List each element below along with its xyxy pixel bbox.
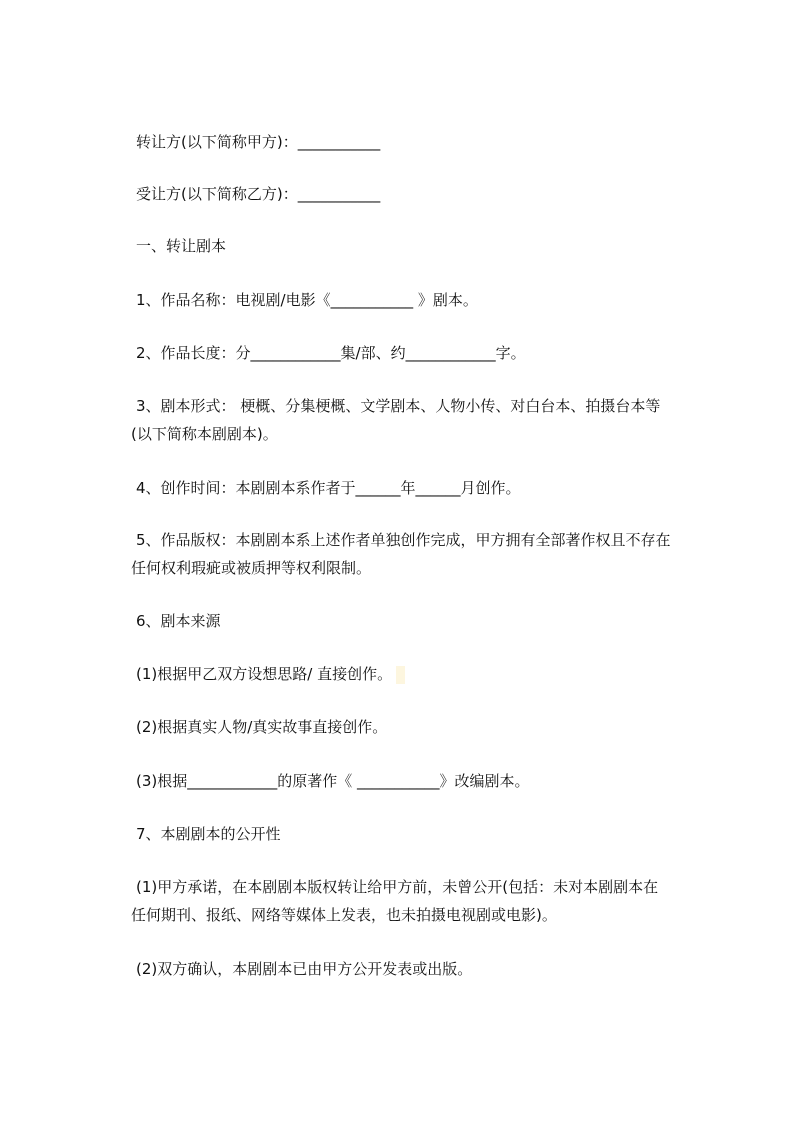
work-title-line: 1、作品名称：电视剧/电影《___________ 》剧本。 xyxy=(136,291,478,309)
source-item-3: (3)根据____________的原著作《 ___________》改编剧本。 xyxy=(136,772,530,790)
copyright-line-cont: 任何权利瑕疵或被质押等权利限制。 xyxy=(131,559,372,577)
section-heading-6: 6、剧本来源 xyxy=(136,612,221,630)
script-form-line: 3、剧本形式： 梗概、分集梗概、文学剧本、人物小传、对白台本、拍摄台本等 xyxy=(136,397,661,415)
script-form-line-cont: (以下简称本剧剧本)。 xyxy=(131,425,278,443)
transferor-line: 转让方(以下简称甲方)：___________ xyxy=(136,133,381,151)
transferee-line: 受让方(以下简称乙方)：___________ xyxy=(136,185,381,203)
source-item-2: (2)根据真实人物/真实故事直接创作。 xyxy=(136,718,388,736)
section-heading-1: 一、转让剧本 xyxy=(136,237,227,255)
publicity-item-1-cont: 任何期刊、报纸、网络等媒体上发表，也未拍摄电视剧或电影)。 xyxy=(131,906,557,924)
copyright-line: 5、作品版权：本剧剧本系上述作者单独创作完成，甲方拥有全部著作权且不存在 xyxy=(136,531,671,549)
publicity-item-1: (1)甲方承诺，在本剧剧本版权转让给甲方前，未曾公开(包括：未对本剧剧本在 xyxy=(136,878,659,896)
highlight-mark xyxy=(396,666,405,684)
work-length-line: 2、作品长度：分____________集/部、约____________字。 xyxy=(136,344,526,362)
publicity-item-2: (2)双方确认，本剧剧本已由甲方公开发表或出版。 xyxy=(136,960,473,978)
source-item-1 xyxy=(136,664,405,684)
section-heading-7: 7、本剧剧本的公开性 xyxy=(136,825,281,843)
source-item-1-text: (1)根据甲乙双方设想思路/ 直接创作。 xyxy=(136,665,393,683)
creation-time-line: 4、创作时间：本剧剧本系作者于______年______月创作。 xyxy=(136,479,521,497)
